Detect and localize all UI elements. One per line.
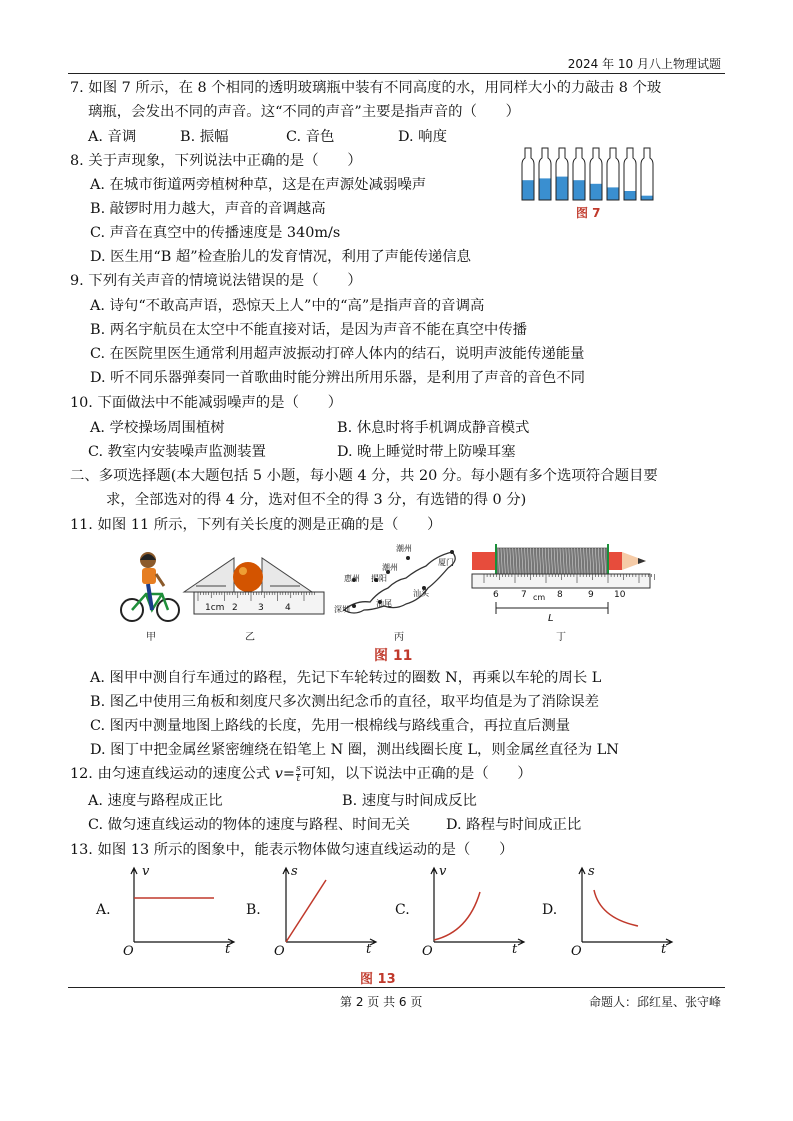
ruler-yi-label-4: 4 (285, 603, 291, 613)
ruler-ding-label-10: 10 (614, 590, 626, 600)
bottle (539, 148, 551, 200)
q12-formula-numerator: s (295, 763, 301, 774)
q8-option-c: C. 声音在真空中的传播速度是 340m/s (90, 225, 341, 241)
ruler-ding-label-9: 9 (588, 590, 594, 600)
bottle (624, 148, 636, 200)
graph-c-origin: O (422, 944, 433, 959)
ruler-ding-L: L (548, 613, 554, 624)
bottle (573, 148, 585, 200)
q7-line1: 7. 如图 7 所示，在 8 个相同的透明玻璃瓶中装有不同高度的水，用同样大小的力敲击 8 个玻 (70, 80, 662, 96)
graph-b-y-axis-label: s (291, 864, 298, 879)
q12-option-a: A. 速度与路程成正比 (88, 793, 223, 809)
q9-option-d: D. 听不同乐器弹奏同一首歌曲时能分辨出所用乐器，是利用了声音的音色不同 (90, 370, 586, 386)
graph-c-x-axis-label: t (512, 942, 518, 957)
q12-option-d: D. 路程与时间成正比 (446, 817, 582, 833)
section2-line1: 二、多项选择题(本大题包括 5 小题，每小题 4 分，共 20 分。每小题有多个选项符合题目要 (70, 468, 658, 484)
q7-line2: 璃瓶，会发出不同的声音。这“不同的声音”主要是指声音的（ ） (88, 104, 521, 120)
map-city-shanwei: 汕尾 (376, 599, 392, 608)
q9-option-b: B. 两名宇航员在太空中不能直接对话，是因为声音不能在真空中传播 (90, 322, 528, 338)
q9-stem: 9. 下列有关声音的情境说法错误的是（ ） (70, 273, 362, 289)
map-city-shenzhen: 深圳 (334, 605, 350, 614)
q7-option-a: A. 音调 (88, 129, 137, 145)
page-header: 2024 年 10 月八上物理试题 (567, 57, 721, 71)
map-city-jieyang: 揭阳 (371, 574, 387, 583)
graph-d-origin: O (571, 944, 582, 959)
q12-formula-fraction (296, 765, 301, 784)
graph-d-x-axis-label: t (661, 942, 667, 957)
figure-11-ding-coil-ruler (470, 540, 656, 632)
bottle (607, 148, 619, 200)
graph-a-x-axis-label: t (225, 942, 231, 957)
figure-7-bottles (520, 146, 660, 202)
graph-b-origin: O (274, 944, 285, 959)
graph-c-y-axis-label: v (439, 864, 447, 879)
map-city-xiamen: 厦门 (438, 558, 454, 567)
q11-option-b: B. 图乙中使用三角板和刻度尺多次测出纪念币的直径，取平均值是为了消除误差 (90, 694, 600, 710)
q8-option-d: D. 医生用“B 超”检查胎儿的发育情况，利用了声能传递信息 (90, 249, 472, 265)
ruler-ding-label-7: 7 (521, 590, 527, 600)
figure-11-jia-label: 甲 (146, 632, 156, 643)
q11-option-a: A. 图甲中测自行车通过的路程，先记下车轮转过的圈数 N，再乘以车轮的周长 L (90, 670, 602, 686)
q13-stem: 13. 如图 13 所示的图象中，能表示物体做匀速直线运动的是（ ） (70, 842, 514, 858)
ruler-ding-label-8: 8 (557, 590, 563, 600)
graph-b-label: B. (246, 902, 261, 918)
q12-stem-pre: 12. 由匀速直线运动的速度公式 (70, 766, 275, 782)
figure-11-jia-cyclist (118, 550, 182, 626)
figure-11-bing-label: 丙 (394, 632, 404, 643)
q8-option-b: B. 敲锣时用力越大，声音的音调越高 (90, 201, 326, 217)
figure-11-ding-label: 丁 (556, 632, 566, 643)
figure-7-caption: 图 7 (576, 206, 601, 220)
q9-option-a: A. 诗句“不敢高声语，恐惊天上人”中的“高”是指声音的音调高 (90, 298, 485, 314)
section2-line2: 求，全部选对的得 4 分，选对但不全的得 3 分，有选错的得 0 分) (106, 492, 527, 508)
graph-d-label: D. (542, 902, 558, 918)
q12-formula-v: v (274, 766, 283, 782)
q12-stem (70, 764, 532, 784)
graph-b-x-axis-label: t (366, 942, 372, 957)
q7-option-b: B. 振幅 (180, 129, 229, 145)
bottle (641, 148, 653, 200)
graph-c-label: C. (395, 902, 410, 918)
bottle (590, 148, 602, 200)
map-city-chaozhou-1: 潮州 (396, 544, 412, 553)
q10-option-d: D. 晚上睡觉时带上防噪耳塞 (337, 444, 516, 460)
figure-13-caption: 图 13 (360, 972, 396, 987)
q7-option-c: C. 音色 (286, 129, 335, 145)
ruler-yi-label-3: 3 (258, 603, 264, 613)
graph-a-origin: O (123, 944, 134, 959)
ruler-ding-label-6: 6 (493, 590, 499, 600)
map-city-huizhou: 惠州 (344, 574, 360, 583)
graph-a-label: A. (96, 902, 111, 918)
q7-option-d: D. 响度 (398, 129, 447, 145)
q12-stem-post: 可知，以下说法中正确的是（ ） (301, 766, 532, 782)
figure-11-yi-label: 乙 (245, 632, 255, 643)
q12-option-b: B. 速度与时间成反比 (342, 793, 477, 809)
bottle (556, 148, 568, 200)
graph-d-y-axis-label: s (588, 864, 595, 879)
footer-page-number: 第 2 页 共 6 页 (340, 995, 423, 1009)
ruler-yi-label-1cm: 1cm (205, 603, 225, 613)
q12-formula-denominator: t (296, 773, 301, 784)
figure-11-caption: 图 11 (374, 648, 413, 664)
footer-author: 命题人：邱红星、张守峰 (588, 995, 721, 1009)
header-rule (68, 73, 725, 74)
map-city-chaozhou-2: 潮州 (382, 563, 398, 572)
q11-option-d: D. 图丁中把金属丝紧密缠绕在铅笔上 N 圈，测出线圈长度 L，则金属丝直径为 LN (90, 742, 619, 758)
map-city-shantou: 汕头 (413, 589, 429, 598)
q10-option-a: A. 学校操场周围植树 (90, 420, 225, 436)
q8-stem: 8. 关于声现象，下列说法中正确的是（ ） (70, 153, 362, 169)
q10-option-b: B. 休息时将手机调成静音模式 (337, 420, 530, 436)
footer-rule (68, 987, 725, 988)
q10-option-c: C. 教室内安装噪声监测装置 (88, 444, 266, 460)
bottle (522, 148, 534, 200)
q12-option-c: C. 做匀速直线运动的物体的速度与路程、时间无关 (88, 817, 410, 833)
figure-11-yi-coin-measure (182, 556, 328, 618)
ruler-ding-unit: cm (533, 593, 546, 602)
q12-formula-eq: = (282, 766, 295, 782)
q11-option-c: C. 图丙中测量地图上路线的长度，先用一根棉线与路线重合，再拉直后测量 (90, 718, 571, 734)
q8-option-a: A. 在城市街道两旁植树种草，这是在声源处减弱噪声 (90, 177, 427, 193)
ruler-yi-label-2: 2 (232, 603, 238, 613)
q10-stem: 10. 下面做法中不能减弱噪声的是（ ） (70, 395, 343, 411)
q11-stem: 11. 如图 11 所示，下列有关长度的测是正确的是（ ） (70, 517, 442, 533)
graph-a-y-axis-label: v (142, 864, 150, 879)
q9-option-c: C. 在医院里医生通常利用超声波振动打碎人体内的结石，说明声波能传递能量 (90, 346, 585, 362)
